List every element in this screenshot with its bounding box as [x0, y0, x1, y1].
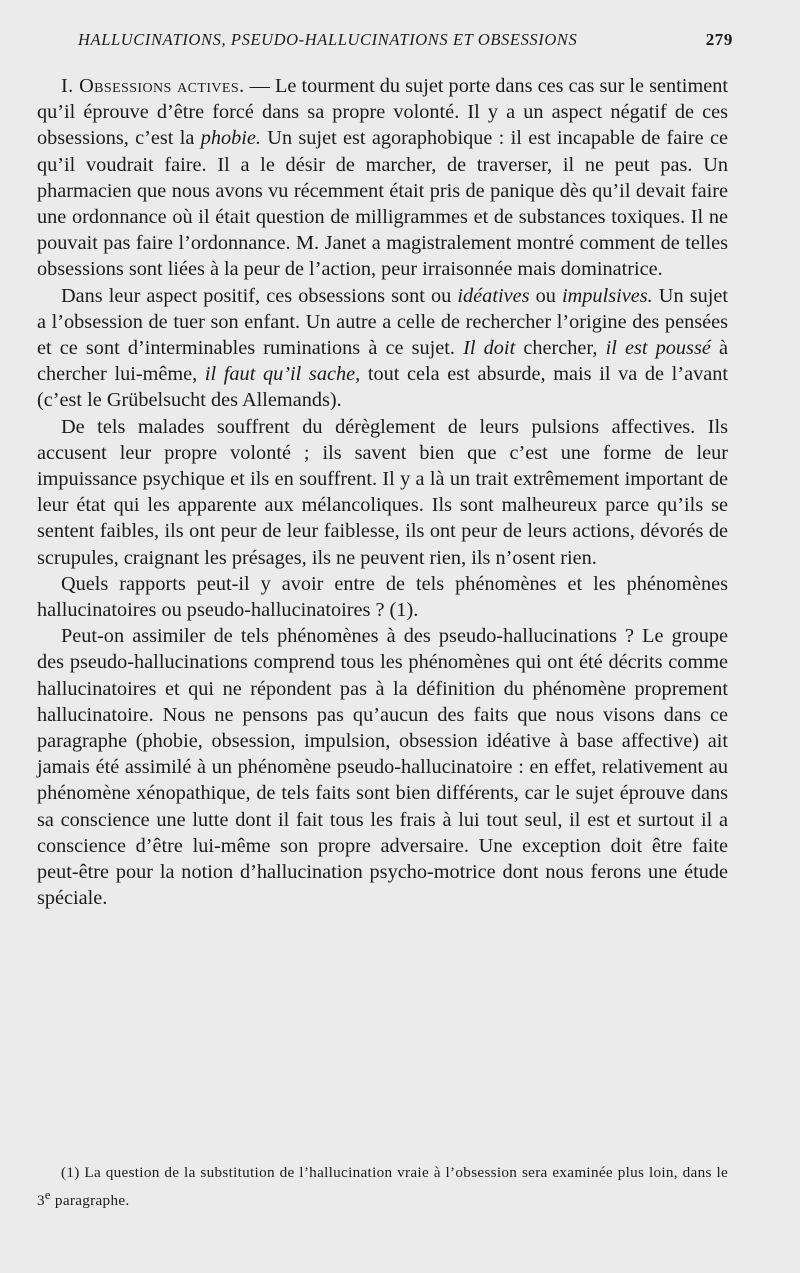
emphasis-text: il faut qu’il sache, — [204, 363, 361, 386]
paragraph-aspect-positif — [37, 283, 728, 414]
emphasis-text: phobie. — [200, 127, 261, 150]
paragraph-text: Un sujet a l’obsession de tuer son enfant. Un autre a celle de rechercher l’origine des pensées et ce sont d’interminables ruminations à ce sujet. — [37, 284, 729, 360]
body-text — [37, 73, 728, 912]
footnote — [37, 1162, 728, 1212]
paragraph-malades: De tels malades souffrent du dérèglement de leurs pulsions affectives. Ils accusent leur propre volonté ; ils savent bien que c’est une forme de leur impuissance psychique et ils en souffrent. Il y a là un trait extrêmement important de leur état qui les apparente aux mélancoliques. Ils sont malheureux parce qu’ils se sentent faibles, ils ont peur de leur faiblesse, ils ont peur de leurs actions, dévorés de scrupules, craignant les présages, ils ne peuvent rien, ils n’osent rien. — [37, 415, 728, 569]
page-number: 279 — [705, 30, 733, 49]
paragraph-text: — Le tourment du sujet porte dans ces cas sur le sentiment qu’il éprouve d’être forcé dans sa propre volonté. Il y a un aspect négatif de ces obsessions, c’est la — [37, 75, 728, 150]
running-head — [78, 30, 733, 56]
footnote-superscript: e — [44, 1188, 51, 1202]
footnote-text-part: (1) La question de la substitution de l’hallucination vraie à l’obsession sera examinée plus loin, dans le 3 — [37, 1164, 728, 1210]
emphasis-text: Il doit — [463, 337, 516, 360]
paragraph-assimiler: Peut-on assimiler de tels phénomènes à des pseudo-hallucinations ? Le groupe des pseudo-hallucinations comprend tous les phénomènes qui ont été décrits comme hallucinatoires et qui ne répondent pas à la définition du phénomène proprement hallucinatoire. Nous ne pensons pas qu’aucun des faits que nous visons dans ce paragraphe (phobie, obsession, impulsion, obsession idéative à base affective) ait jamais été assimilé à un phénomène pseudo-hallucinatoire : en effet, relativement au phénomène xénopathique, de tels faits sont bien différents, car le sujet éprouve dans sa conscience une lutte dont il fait tous les frais à lui tout seul, il est et surtout il a conscience d’être lui-même son propre adversaire. Une exception doit être faite peut-être pour la notion d’hallucination psycho-motrice dont nous ferons une étude spéciale. — [37, 625, 728, 910]
paragraph-text: à chercher lui-même, — [37, 337, 729, 386]
paragraph-text: ou — [529, 284, 562, 307]
running-head-title: HALLUCINATIONS, PSEUDO-HALLUCINATIONS ET OBSESSIONS — [78, 30, 578, 49]
emphasis-text: idéatives — [457, 284, 530, 307]
paragraph-obsessions-actives — [37, 73, 728, 283]
footnote-text-part: paragraphe. — [50, 1192, 130, 1210]
footnote-text — [37, 1162, 728, 1212]
emphasis-text: il est poussé — [605, 337, 711, 360]
paragraph-text: chercher, — [515, 337, 606, 360]
paragraph-text: tout cela est absurde, mais il va de l’avant (c’est le Grübelsucht des Allemands). — [37, 363, 728, 412]
emphasis-text: impulsives. — [562, 284, 653, 307]
section-heading: I. Obsessions actives. — [61, 75, 245, 97]
paragraph-text: Dans leur aspect positif, ces obsessions sont ou — [61, 284, 458, 307]
paragraph-rapports: Quels rapports peut-il y avoir entre de tels phénomènes et les phénomènes hallucinatoires ou pseudo-hallucinatoires ? (1). — [37, 572, 728, 622]
paragraph-text: Un sujet est agoraphobique : il est incapable de faire ce qu’il voudrait faire. Il a le désir de marcher, de traverser, il ne peut pas. Un pharmacien que nous avons vu récemment était pris de panique dès qu’il devait faire une ordonnance où il était question de milligrammes et de substances toxiques. Il ne pouvait pas faire l’ordonnance. M. Janet a magistralement montré comment de telles obsessions sont liées à la peur de l’action, peur irraisonnée mais dominatrice. — [37, 127, 728, 281]
